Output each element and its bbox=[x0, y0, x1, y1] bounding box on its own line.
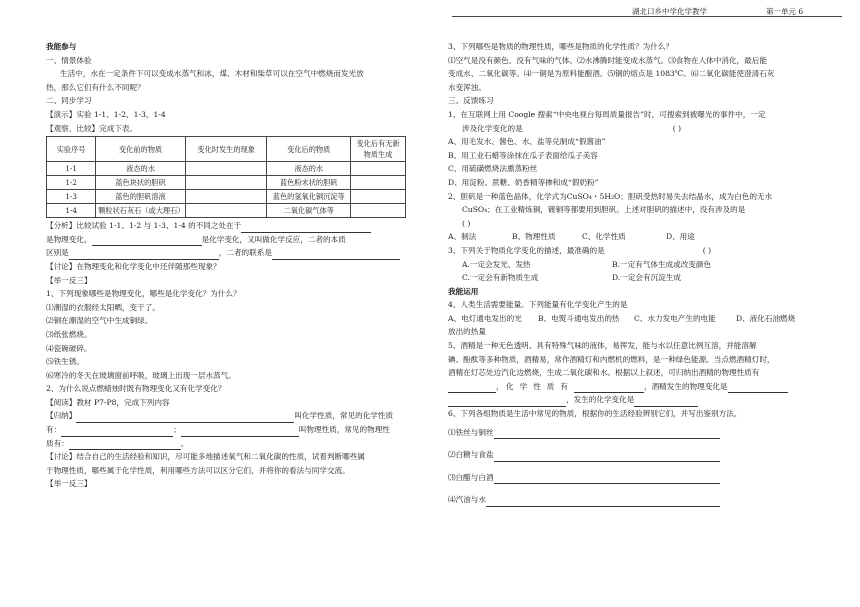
options-row bbox=[448, 258, 820, 272]
answer-paren: ( ) bbox=[462, 218, 471, 228]
list-item: ⑶白醋与白酒 bbox=[448, 471, 820, 485]
induce-line-3: 质有： 。 bbox=[46, 437, 418, 451]
apply-5-line: ， 化学性质有 ，酒精发生的物理变化是 bbox=[448, 380, 820, 394]
option: A、电灯通电发出的光 bbox=[448, 313, 522, 323]
option: D、用途 bbox=[666, 232, 695, 242]
table-cell: 蓝色的胆矾溶液 bbox=[96, 190, 186, 204]
table-cell: 1-1 bbox=[47, 162, 96, 176]
answer-blank[interactable] bbox=[494, 451, 720, 462]
section-title-apply: 我能运用 bbox=[448, 286, 479, 296]
question-2: 2、为什么说点燃蜡烛时既有物理变化又有化学变化？ bbox=[46, 384, 226, 394]
list-item: ⑸铁生锈。 bbox=[46, 357, 84, 367]
table-row bbox=[47, 204, 406, 218]
list-item: ⑵白糖与食盐 bbox=[448, 448, 820, 462]
option: C、用硫磺燃烧法熏蒸粉丝 bbox=[448, 164, 538, 174]
answer-blank[interactable] bbox=[494, 473, 720, 484]
answer-blank[interactable] bbox=[241, 222, 371, 233]
table-row bbox=[47, 176, 406, 190]
table-header: 变化后有无新物质生成 bbox=[351, 137, 406, 162]
analysis-line-1: 【分析】比较试验 1-1、1-2 与 1-3、1-4 的不同之处在于 bbox=[46, 219, 418, 233]
table-cell: 液态的水 bbox=[267, 162, 351, 176]
option: C.一定会有新物质生成 bbox=[462, 273, 539, 283]
question-3-line: 变成水、二氧化碳等。⑷一铜是为原料能酿酒。⑸铜的熔点是 1083℃。⑹二氧化碳能使澄清石灰 bbox=[448, 69, 775, 79]
induce-line-2: 有： ； 叫物理性质，常见的物理性 bbox=[46, 423, 418, 437]
answer-blank[interactable] bbox=[448, 396, 566, 407]
question-3-line: ⑴空气是没有颜色、没有气味的气体。⑵水沸腾时能变成水蒸气。⑶食物在人体中消化，最后能 bbox=[448, 55, 767, 65]
table-cell bbox=[351, 162, 406, 176]
answer-blank[interactable] bbox=[181, 426, 299, 437]
option: B、物理性质 bbox=[512, 232, 556, 242]
analysis-line-2: 是物理变化， 是化学变化，又叫做化学反应，二者的本质 bbox=[46, 233, 418, 247]
feedback-2-line: CuSO₄；在工业精炼铜，镀铜等都要用到胆矾。上述对胆矾的描述中，没有涉及的是 bbox=[462, 205, 746, 215]
list-item: ⑶纸张燃烧。 bbox=[46, 329, 92, 339]
apply-5-line: 酒精在灯芯处边汽化边燃烧，生成二氧化碳和水。根据以上叙述，可归纳出酒精的物理性质有 bbox=[448, 368, 760, 378]
answer-blank[interactable] bbox=[272, 249, 400, 260]
section-scenario: 一、情景体验 bbox=[46, 55, 92, 65]
apply-4-tail: 放出的热量 bbox=[448, 327, 486, 337]
answer-paren: ( ) bbox=[702, 245, 712, 255]
demo-line: 【演示】实验 1-1、1-2、1-3、1-4 bbox=[46, 109, 166, 119]
table-cell: 蓝色块状的胆矾 bbox=[96, 176, 186, 190]
option: D、液化石油燃烧 bbox=[736, 313, 796, 323]
options-row bbox=[448, 312, 820, 326]
table-cell: 颗粒状石灰石（或大理石） bbox=[96, 204, 186, 218]
table-header: 实验序号 bbox=[47, 137, 96, 162]
answer-blank[interactable] bbox=[92, 235, 202, 246]
table-cell bbox=[351, 176, 406, 190]
answer-blank[interactable] bbox=[494, 428, 720, 439]
list-item: ⑴潮湿的衣服经太阳晒，变干了。 bbox=[46, 302, 160, 312]
table-header-row bbox=[47, 137, 406, 162]
list-item: ⑷瓷碗破碎。 bbox=[46, 343, 92, 353]
list-item: ⑹寒冷的冬天在玻璃窗前呼吸，玻璃上出现一层水蒸气。 bbox=[46, 370, 236, 380]
section-feedback: 三、反馈练习 bbox=[448, 96, 494, 106]
observe-line: 【观察、比较】完成下表。 bbox=[46, 123, 138, 133]
options-row bbox=[448, 230, 820, 244]
left-column bbox=[46, 40, 418, 491]
option: B、电熨斗通电发出的热 bbox=[538, 313, 620, 323]
header-school: 湖北口乡中学化学教学 bbox=[632, 7, 707, 16]
table-cell: 蓝色的氢氧化铜沉淀等 bbox=[267, 190, 351, 204]
answer-blank[interactable] bbox=[61, 426, 173, 437]
feedback-3: 3、下列关于物质化学变化的描述，最准确的是 ( ) bbox=[448, 245, 712, 255]
table-cell bbox=[185, 162, 267, 176]
table-cell: 1-4 bbox=[47, 204, 96, 218]
analysis-line-3: 区别是 ，二者的联系是 bbox=[46, 246, 418, 260]
option: A、制法 bbox=[448, 232, 477, 242]
option: D.一定会有沉淀生成 bbox=[612, 273, 681, 283]
read-line: 【阅读】教材 P7-P8，完成下列内容 bbox=[46, 397, 170, 407]
example-heading-1: 【举一反三】 bbox=[46, 275, 92, 285]
example-heading-2: 【举一反三】 bbox=[46, 479, 92, 489]
question-3-line: 水变浑浊。 bbox=[448, 82, 486, 92]
feedback-1: 1、在互联网上用 Coogle 搜索“中央电视台每周质量报告”时，可搜索到被曝光的事件中，一定 bbox=[448, 109, 766, 119]
question-3: 3、下列哪些是物质的物理性质，哪些是物质的化学性质？为什么？ bbox=[448, 42, 674, 51]
discuss-line-1: 【讨论】在物理变化和化学变化中还伴随那些现象？ bbox=[46, 261, 221, 271]
apply-5: 5、酒精是一种无色透明、具有特殊气味的液体，易挥发，能与水以任意比例互溶，并能溶解 bbox=[448, 341, 757, 351]
discuss-line-2b: 于物理性质，哪些属于化学性质，利用哪些方法可以区分它们，并将你的看法与同学交流。 bbox=[46, 465, 350, 475]
section-sync-study: 二、同步学习 bbox=[46, 96, 92, 106]
answer-blank[interactable] bbox=[76, 412, 294, 423]
option: B、用工业石蜡等涂抹在瓜子表面给瓜子美容 bbox=[448, 150, 598, 160]
table-cell bbox=[185, 176, 267, 190]
section-title-participate: 我能参与 bbox=[46, 42, 77, 51]
answer-blank[interactable] bbox=[574, 382, 644, 393]
apply-4: 4、人类生活需要能量。下列能量有化学变化产生的是 bbox=[448, 300, 628, 310]
option: C、化学性质 bbox=[582, 232, 626, 242]
header-unit: 第一单元 6 bbox=[766, 7, 804, 16]
right-column bbox=[448, 40, 820, 507]
scenario-text-2: 热，那么它们有什么不同呢？ bbox=[46, 82, 145, 92]
table-header: 变化后的物质 bbox=[267, 137, 351, 162]
option: A.一定会发光、发热 bbox=[462, 259, 531, 269]
apply-5-line: 碘、酚酞等多种物质，酒精易，常作酒精灯和内燃机的燃料，是一种绿色能源。当点燃酒精灯时， bbox=[448, 354, 775, 364]
question-1: 1、下列现象哪些是物理变化，哪些是化学变化？为什么？ bbox=[46, 289, 241, 299]
table-cell: 蓝色粉末状的胆矾 bbox=[267, 176, 351, 190]
table-row bbox=[47, 162, 406, 176]
answer-paren: ( ) bbox=[672, 123, 682, 133]
scenario-text-1: 生活中，水在一定条件下可以变成水蒸气和冰，煤、木材和柴草可以在空气中燃烧而发光放 bbox=[60, 69, 364, 79]
discuss-line-2a: 【讨论】结合自己的生活经验和知识，尽可能多地描述氧气和二氧化碳的性质，试着判断哪些属 bbox=[46, 452, 365, 462]
table-cell bbox=[185, 190, 267, 204]
list-item: ⑵铜在潮湿的空气中生成铜绿。 bbox=[46, 316, 153, 326]
answer-blank[interactable] bbox=[69, 249, 219, 260]
option: A、用毛发水、酱色、水、盐等兑制成“假酱油” bbox=[448, 137, 606, 147]
table-cell bbox=[351, 204, 406, 218]
answer-blank[interactable] bbox=[728, 382, 788, 393]
header-rule bbox=[452, 16, 842, 17]
feedback-2: 2、胆矾是一种蓝色晶体，化学式为CuSO₄・5H₂O；胆矾受热时易失去结晶水，成为白色的无水 bbox=[448, 191, 773, 201]
table-row bbox=[47, 190, 406, 204]
answer-blank[interactable] bbox=[486, 496, 720, 507]
option: B.一定有气体生成或改变颜色 bbox=[612, 259, 712, 269]
list-item: ⑴铁丝与铜丝 bbox=[448, 426, 820, 440]
table-cell: 二氧化碳气体等 bbox=[267, 204, 351, 218]
page-number: 6 bbox=[798, 7, 804, 16]
answer-blank[interactable] bbox=[448, 382, 496, 393]
options-row bbox=[448, 271, 820, 285]
apply-6: 6、下列各组物质是生活中常见的物质，根据你的生活经验辨别它们，并写出鉴别方法。 bbox=[448, 409, 742, 419]
apply-5-line: ，发生的化学变化是 bbox=[448, 393, 820, 407]
experiment-table bbox=[46, 136, 406, 218]
table-header: 变化时发生的现象 bbox=[185, 137, 267, 162]
induce-line-1: 【归纳】 叫化学性质，常见的化学性质 bbox=[46, 409, 418, 423]
table-cell: 1-2 bbox=[47, 176, 96, 190]
table-cell: 液态的水 bbox=[96, 162, 186, 176]
answer-blank[interactable] bbox=[634, 396, 698, 407]
table-header: 变化前的物质 bbox=[96, 137, 186, 162]
feedback-1-line: 涉及化学变化的是 ( ) bbox=[462, 123, 682, 133]
list-item: ⑷汽油与水 bbox=[448, 493, 820, 507]
table-cell bbox=[185, 204, 267, 218]
table-cell: 1-3 bbox=[47, 190, 96, 204]
option: C、水力发电产生的电能 bbox=[634, 313, 716, 323]
table-cell bbox=[351, 190, 406, 204]
option: D、用淀粉、蔗糖、奶香精等掺和成“假奶粉” bbox=[448, 177, 599, 187]
answer-blank[interactable] bbox=[69, 439, 181, 450]
